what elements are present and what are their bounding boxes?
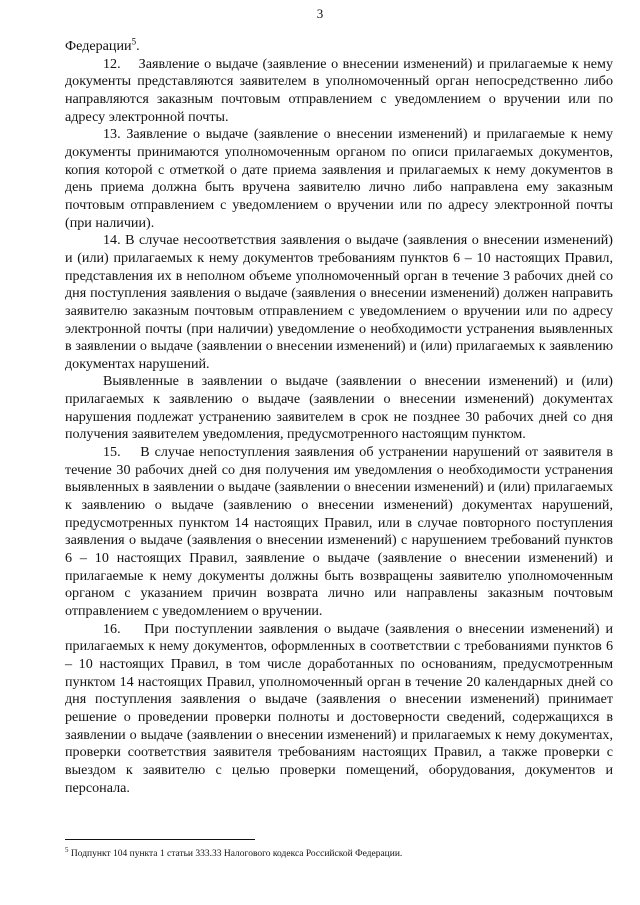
document-body <box>65 38 613 797</box>
paragraph-16: 16. При поступлении заявления о выдаче (заявления о внесении изменений) и прилагаемых к нему документов, оформленных в соответствии с требованиями пунктов 6 – 10 настоящих Правил, в том числе доработанных по основаниям, предусмотренным пунктом 14 настоящих Правил, уполномоченный орган в течение 20 календарных дней со дня поступления заявления о выдаче (заявления о внесении изменений) принимает решение о проведении проверки полноты и достоверности сведений, содержащихся в заявлении о выдаче (заявлении о внесении изменений) и прилагаемых к нему документах, проверки соответствия заявителя требованиям настоящих Правил, а также проверки с выездом к заявителю с целью проверки помещений, оборудования, документов и персонала. <box>65 620 613 796</box>
intro-text: Федерации <box>65 38 132 54</box>
page-number: 3 <box>316 6 324 21</box>
paragraph-12: 12. Заявление о выдаче (заявление о внесении изменений) и прилагаемые к нему документы представляются заявителем в уполномоченный орган непосредственно либо направляются заказным почтовым отправлением с уведомлением о вручении или по адресу электронной почты. <box>65 55 613 125</box>
intro-end: . <box>136 38 140 54</box>
paragraph-15: 15. В случае непоступления заявления об устранении нарушений от заявителя в течение 30 рабочих дней со дня получения им уведомления о необходимости устранения выявленных в заявлении о выдаче (заявлении о внесении изменений) и (или) прилагаемых к заявлению о выдаче (заявлению о внесении изменений) документах нарушений, предусмотренных пунктом 14 настоящих Правил, или в случае повторного поступления заявления о выдаче (заявления о внесении изменений) с нарушением требований пунктов 6 – 10 настоящих Правил, заявление о выдаче (заявление о внесении изменений) и прилагаемые к нему документы должны быть возвращены заявителю уполномоченным органом с указанием причин возврата лично или направлены заказным почтовым отправлением с уведомлением о вручении. <box>65 444 613 619</box>
paragraph-14: 14. В случае несоответствия заявления о выдаче (заявления о внесении изменений) и (или) прилагаемых к нему документов требованиям пунктов 6 – 10 настоящих Правил, представления их в неполном объеме уполномоченный орган в течение 3 рабочих дней со дня поступления заявления о выдаче (заявления о внесении изменений) должен направить заявителю заказным почтовым отправлением с уведомлением о вручении или по адресу электронной почты (при наличии) уведомление о необходимости устранения выявленных в заявлении о выдаче (заявлении о внесении изменений) и (или) прилагаемых к заявлению документах нарушений. <box>65 232 613 372</box>
footnote-reference: 5 <box>131 36 137 47</box>
footnote <box>65 845 613 860</box>
footnote-separator <box>65 839 255 840</box>
paragraph-14-continuation: Выявленные в заявлении о выдаче (заявлении о внесении изменений) и (или) прилагаемых к заявлению о выдаче (заявлении о внесении изменений) документах нарушения подлежат устранению заявителем в срок не позднее 30 рабочих дней со дня получения заявителем уведомления, предусмотренного настоящим пунктом. <box>65 373 613 443</box>
footnote-marker: 5 <box>65 845 69 854</box>
intro-line <box>65 38 613 56</box>
paragraph-13: 13. Заявление о выдаче (заявление о внесении изменений) и прилагаемые к нему документы принимаются уполномоченным органом по описи прилагаемых документов, копия которой с отметкой о дате приема заявления и прилагаемых к нему документов в день приема должна быть вручена заявителю лично либо направлена ему заказным почтовым отправлением с уведомлением о вручении или по адресу электронной почты (при наличии). <box>65 126 613 231</box>
footnote-text: Подпункт 104 пункта 1 статьи 333.33 Налогового кодекса Российской Федерации. <box>68 849 403 859</box>
